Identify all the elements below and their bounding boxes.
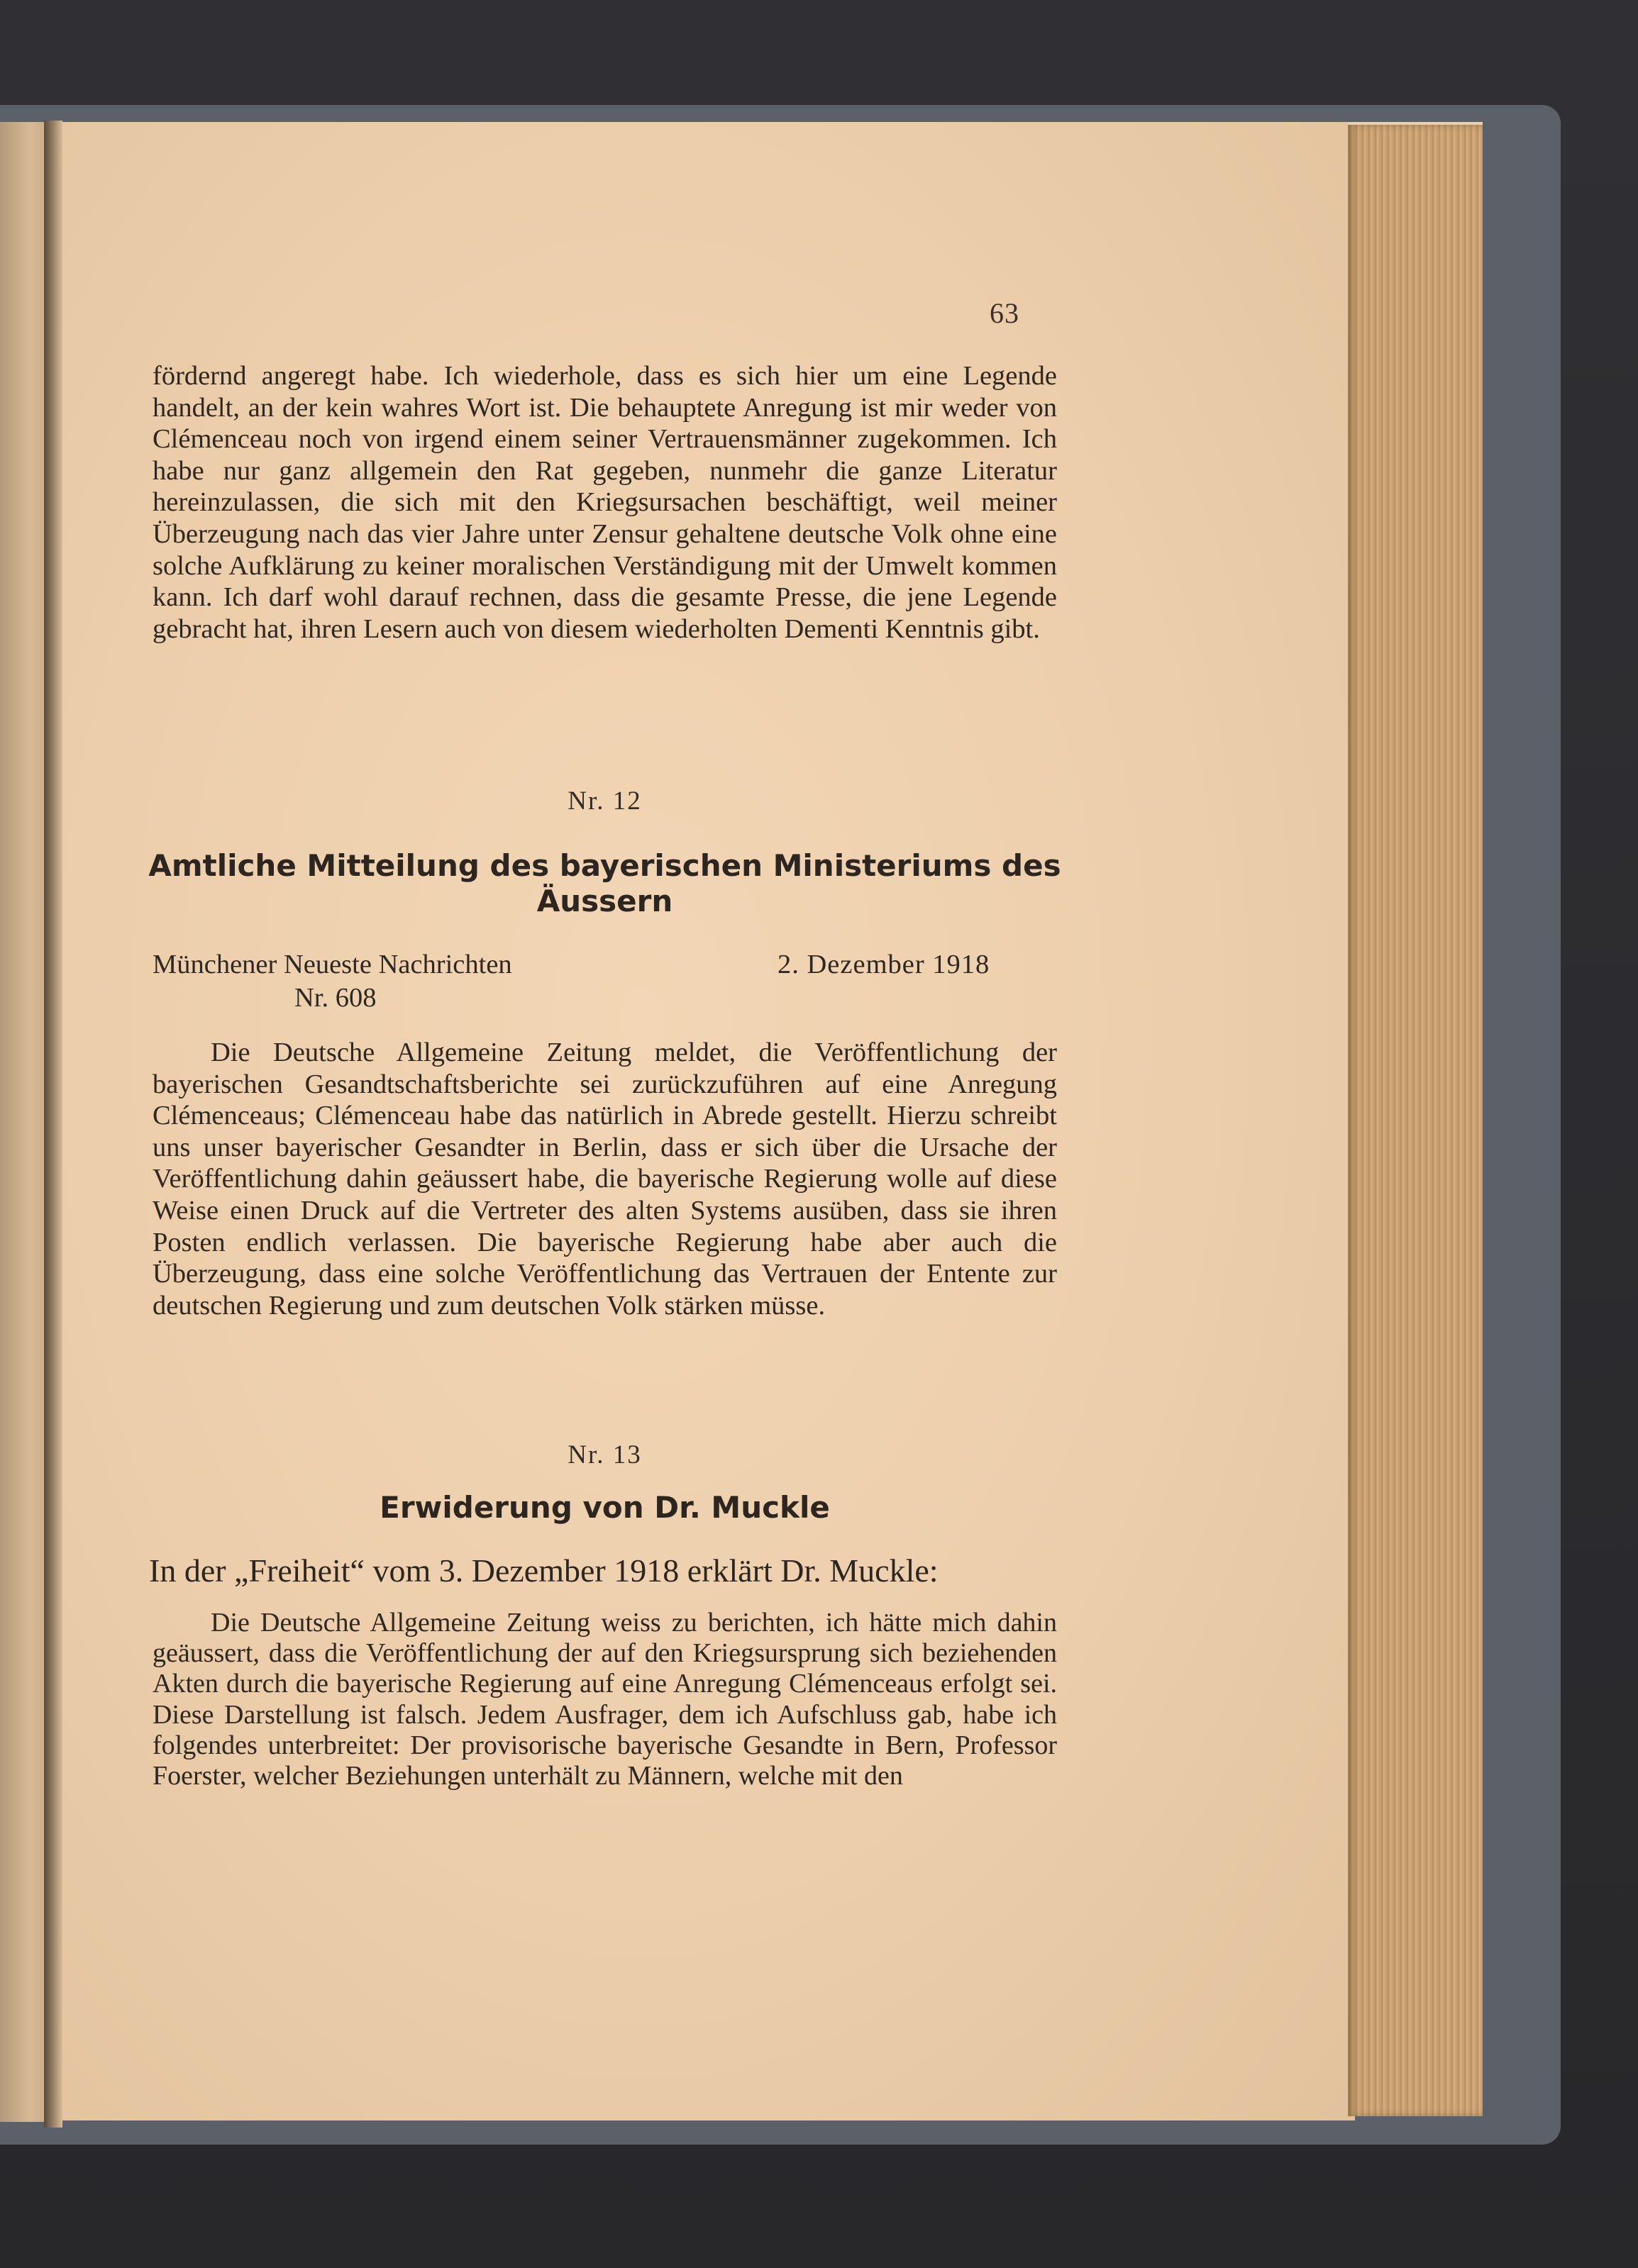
previous-page-edge [0, 122, 50, 2122]
section-13-body: Die Deutsche Allgemeine Zeitung weiss zu berichten, ich hätte mich dahin geäussert, dass die Veröffentlichung der auf den Kriegsursprung sich beziehenden Akten durch die bayerische Regierung auf eine Anregung Clémenceaus erfolgt sei. Diese Darstellung ist falsch. Jedem Ausfrager, dem ich Aufschluss gab, habe ich folgendes unterbreitet: Der provisorische bayerische Gesandte in Bern, Professor Foerster, welcher Beziehungen unterhält zu Männern, welche mit den [153, 1608, 1057, 1791]
page-gutter [44, 121, 62, 2128]
section-12-number: Nr. 12 [568, 786, 642, 816]
section-13-number: Nr. 13 [568, 1440, 642, 1469]
page-stack-edges [1348, 125, 1483, 2116]
page-number: 63 [990, 297, 1019, 329]
section-12-issue: Nr. 608 [294, 983, 377, 1013]
section-12-body: Die Deutsche Allgemeine Zeitung meldet, die Veröffentlichung der bayerischen Gesandtschaftsberichte sei zurückzuführen auf eine Anregung Clémenceaus; Clémenceau habe das natürlich in Abrede gestellt. Hierzu schreibt uns unser bayerischer Gesandter in Berlin, dass er sich über die Ursache der Veröffentlichung dahin geäussert habe, die bayerische Regierung wolle auf diese Weise einen Druck auf die Vertreter des alten Systems ausüben, dass sie ihren Posten endlich verlassen. Die bayerische Regierung habe aber auch die Überzeugung, dass eine solche Veröffentlichung das Vertrauen der Entente zur deutschen Regierung und zum deutschen Volk stärken müsse. [153, 1038, 1057, 1321]
section-13-title: Erwiderung von Dr. Muckle [380, 1490, 830, 1525]
continuation-paragraph: fördernd angeregt habe. Ich wiederhole, dass es sich hier um eine Legende handelt, an der kein wahres Wort ist. Die behauptete Anregung ist mir weder von Clémenceau noch von irgend einem seiner Vertrauensmänner zugekommen. Ich habe nur ganz allgemein den Rat gegeben, nunmehr die ganze Literatur hereinzulassen, die sich mit den Kriegsursachen beschäftigt, weil meiner Überzeugung nach das vier Jahre unter Zensur gehaltene deutsche Volk ohne eine solche Aufklärung zu keiner moralischen Verständigung mit der Umwelt kommen kann. Ich darf wohl darauf rechnen, dass die gesamte Presse, die jene Legende gebracht hat, ihren Lesern auch von diesem wiederholten Dementi Kenntnis gibt. [153, 361, 1057, 644]
section-13-intro: In der „Freiheit“ vom 3. Dezember 1918 erklärt Dr. Muckle: [149, 1552, 939, 1589]
section-12-source: Münchener Neueste Nachrichten [153, 950, 512, 979]
section-12-date: 2. Dezember 1918 [778, 950, 990, 979]
section-12-title: Amtliche Mitteilung des bayerischen Ministeriums des Äussern [148, 848, 1061, 918]
